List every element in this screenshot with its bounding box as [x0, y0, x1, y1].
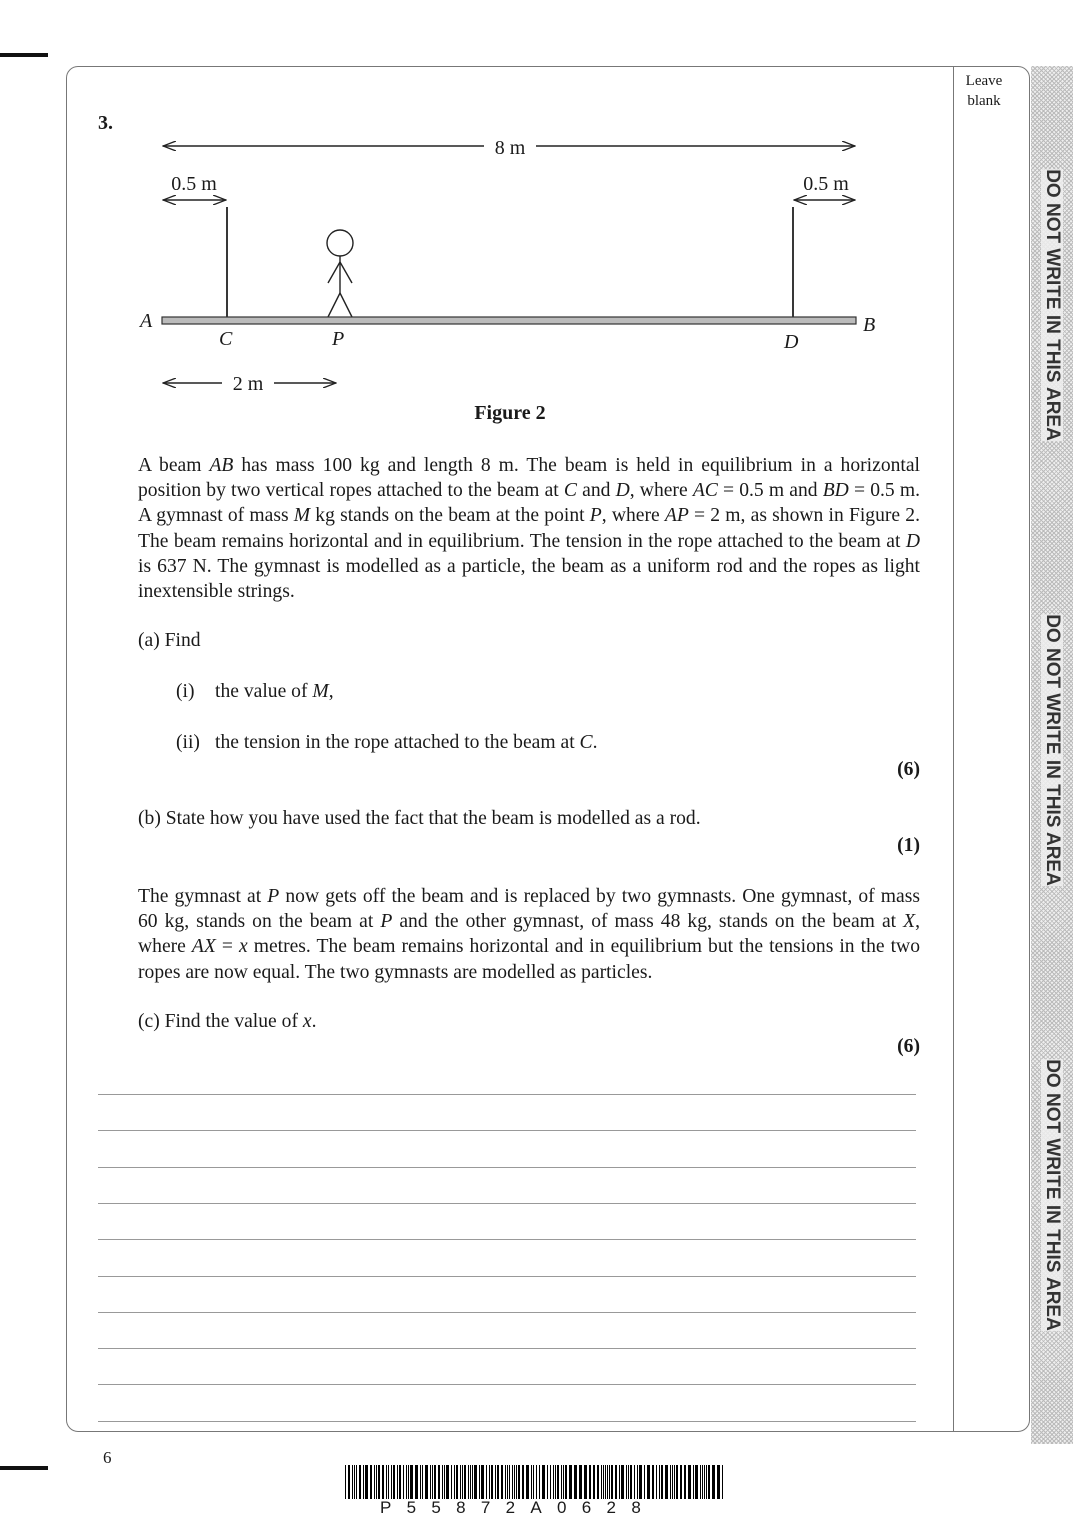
- answer-line[interactable]: [98, 1094, 916, 1095]
- barcode-bar: [451, 1465, 452, 1499]
- barcode-bar: [481, 1465, 484, 1499]
- barcode-bar: [563, 1465, 564, 1499]
- do-not-write-label: DO NOT WRITE IN THIS AREA: [1042, 1059, 1063, 1331]
- barcode-bar: [584, 1465, 587, 1499]
- barcode-bar: [670, 1465, 671, 1499]
- barcode-bar: [722, 1465, 723, 1499]
- barcode-bar: [393, 1465, 395, 1499]
- figure-2-diagram: [0, 0, 1000, 420]
- leave-blank-label: Leave blank: [965, 73, 1003, 109]
- barcode-bar: [408, 1465, 409, 1499]
- barcode-bar: [611, 1465, 613, 1499]
- barcode-bar: [674, 1465, 675, 1499]
- answer-line[interactable]: [98, 1239, 916, 1240]
- barcode-bar: [505, 1465, 506, 1499]
- barcode-bar: [456, 1465, 458, 1499]
- part-c-marks: (6): [897, 1036, 920, 1057]
- text-segment: now gets off the beam and is replaced by two gymnasts. One gymnast, of mass 60 kg, stands on the beam at: [138, 886, 920, 933]
- barcode-bar: [356, 1465, 357, 1499]
- part-a-ii-label: (ii): [176, 732, 200, 753]
- barcode-bar: [607, 1465, 608, 1499]
- math-variable: M: [312, 681, 329, 702]
- barcode-bar: [403, 1465, 404, 1499]
- barcode: [345, 1465, 735, 1499]
- math-variable: D: [905, 530, 920, 552]
- figure-caption: Figure 2: [474, 402, 546, 424]
- barcode-bar: [382, 1465, 384, 1499]
- barcode-bar: [491, 1465, 493, 1499]
- text-segment: The gymnast at: [138, 886, 268, 907]
- barcode-bar: [609, 1465, 610, 1499]
- barcode-bar: [717, 1465, 720, 1499]
- text-segment: .: [592, 732, 598, 753]
- text-segment: ,: [328, 681, 334, 702]
- barcode-bar: [665, 1465, 668, 1499]
- barcode-bar: [539, 1465, 540, 1499]
- barcode-bar: [615, 1465, 617, 1499]
- barcode-bar: [704, 1465, 705, 1499]
- barcode-bar: [712, 1465, 715, 1499]
- barcode-bar: [509, 1465, 510, 1499]
- barcode-bar: [438, 1465, 440, 1499]
- barcode-bar: [462, 1465, 463, 1499]
- math-variable: P: [589, 505, 602, 527]
- barcode-bar: [415, 1465, 418, 1499]
- text-segment: has mass 100 kg and length 8 m. The beam is held in equilibrium in a horizontal position by two vertical ropes attached to the beam at: [138, 455, 920, 502]
- text-segment: , where: [601, 505, 665, 527]
- barcode-bar: [630, 1465, 632, 1499]
- barcode-bar: [501, 1465, 503, 1499]
- barcode-bar: [680, 1465, 682, 1499]
- barcode-bar: [460, 1465, 461, 1499]
- math-variable: BD: [822, 480, 849, 502]
- text-segment: (c) Find the value of: [138, 1011, 303, 1032]
- barcode-bar: [359, 1465, 361, 1499]
- barcode-bar: [432, 1465, 433, 1499]
- label-0-5m-right: 0.5 m: [803, 173, 849, 195]
- barcode-bar: [557, 1465, 559, 1499]
- text-segment: .: [311, 1011, 317, 1032]
- barcode-bar: [522, 1465, 524, 1499]
- barcode-bar: [533, 1465, 534, 1499]
- question-number: 3.: [98, 112, 113, 134]
- barcode-bar: [516, 1465, 517, 1499]
- barcode-bar: [474, 1465, 477, 1499]
- barcode-bar: [378, 1465, 380, 1499]
- barcode-bar: [672, 1465, 673, 1499]
- barcode-bar: [518, 1465, 520, 1499]
- math-variable: X: [903, 911, 916, 933]
- barcode-bar: [702, 1465, 703, 1499]
- page-number: 6: [103, 1448, 112, 1467]
- do-not-write-label: DO NOT WRITE IN THIS AREA: [1042, 169, 1063, 441]
- barcode-bar: [434, 1465, 436, 1499]
- barcode-bar: [700, 1465, 701, 1499]
- barcode-bar: [603, 1465, 604, 1499]
- registration-mark-bottom: [0, 1466, 48, 1470]
- text-segment: the value of: [215, 681, 313, 702]
- barcode-bar: [370, 1465, 372, 1499]
- barcode-bar: [391, 1465, 392, 1499]
- math-variable: C: [563, 480, 577, 502]
- part-a-i-label: (i): [176, 681, 195, 702]
- part-c-stem: [138, 884, 920, 985]
- beam-ab: [162, 317, 856, 324]
- math-variable: P: [380, 911, 393, 933]
- math-variable: x: [238, 936, 248, 958]
- barcode-bar: [468, 1465, 469, 1499]
- gymnast-figure: [327, 230, 353, 317]
- answer-line[interactable]: [98, 1421, 916, 1422]
- text-segment: , where: [629, 480, 693, 502]
- answer-line[interactable]: [98, 1276, 916, 1277]
- barcode-bar: [348, 1465, 350, 1499]
- barcode-bar: [589, 1465, 591, 1499]
- barcode-bar: [399, 1465, 401, 1499]
- barcode-bar: [553, 1465, 554, 1499]
- math-variable: AB: [209, 455, 234, 476]
- text-segment: A beam: [138, 455, 210, 476]
- barcode-bar: [397, 1465, 398, 1499]
- barcode-bar: [442, 1465, 443, 1499]
- barcode-bar: [363, 1465, 364, 1499]
- barcode-bar: [472, 1465, 473, 1499]
- text-segment: = 2 m, as shown in Figure 2. The beam remains horizontal and in equilibrium. The tension in the rope attached to the beam at: [138, 505, 921, 552]
- barcode-text: P55872A0628: [380, 1498, 657, 1517]
- math-variable: C: [579, 732, 593, 753]
- barcode-bar: [464, 1465, 466, 1499]
- answer-line[interactable]: [98, 1384, 916, 1385]
- text-segment: = 0.5 m. A gymnast of mass: [138, 480, 920, 527]
- barcode-bar: [693, 1465, 694, 1499]
- barcode-bar: [644, 1465, 645, 1499]
- barcode-bar: [406, 1465, 407, 1499]
- barcode-bar: [386, 1465, 387, 1499]
- barcode-bar: [446, 1465, 449, 1499]
- label-c: C: [219, 328, 233, 350]
- barcode-bar: [628, 1465, 629, 1499]
- answer-line[interactable]: [98, 1130, 916, 1131]
- barcode-bar: [676, 1465, 678, 1499]
- barcode-bar: [388, 1465, 389, 1499]
- barcode-bar: [574, 1465, 577, 1499]
- text-segment: metres. The beam remains horizontal and in equilibrium but the tensions in the two ropes are now equal. The two gymnasts are modelled as particles.: [138, 936, 920, 983]
- barcode-bar: [420, 1465, 421, 1499]
- barcode-bar: [454, 1465, 455, 1499]
- barcode-bar: [512, 1465, 513, 1499]
- barcode-bar: [626, 1465, 627, 1499]
- math-variable: AX: [191, 936, 216, 958]
- barcode-bar: [365, 1465, 368, 1499]
- answer-line[interactable]: [98, 1312, 916, 1313]
- barcode-bar: [507, 1465, 508, 1499]
- barcode-bar: [656, 1465, 657, 1499]
- barcode-bar: [470, 1465, 471, 1499]
- barcode-bar: [706, 1465, 707, 1499]
- math-variable: D: [615, 480, 630, 502]
- barcode-bar: [495, 1465, 496, 1499]
- barcode-bar: [619, 1465, 620, 1499]
- barcode-bar: [684, 1465, 686, 1499]
- barcode-bar: [695, 1465, 698, 1499]
- do-not-write-label: DO NOT WRITE IN THIS AREA: [1042, 614, 1063, 886]
- barcode-bar: [605, 1465, 606, 1499]
- barcode-bar: [569, 1465, 572, 1499]
- barcode-bar: [593, 1465, 595, 1499]
- answer-line[interactable]: [98, 1203, 916, 1204]
- barcode-bar: [565, 1465, 567, 1499]
- barcode-bar: [652, 1465, 654, 1499]
- barcode-bar: [486, 1465, 487, 1499]
- barcode-bar: [547, 1465, 548, 1499]
- text-segment: the tension in the rope attached to the beam at: [215, 732, 580, 753]
- label-0-5m-left: 0.5 m: [171, 173, 217, 195]
- math-variable: AC: [692, 480, 718, 502]
- part-a-i-text: [215, 681, 334, 703]
- barcode-bar: [531, 1465, 532, 1499]
- barcode-bar: [542, 1465, 545, 1499]
- barcode-bar: [597, 1465, 599, 1499]
- barcode-bar: [514, 1465, 515, 1499]
- text-segment: is 637 N. The gymnast is modelled as a particle, the beam as a uniform rod and the ropes as light inextensible strings.: [138, 555, 920, 603]
- barcode-bar: [410, 1465, 413, 1499]
- label-b: B: [863, 314, 876, 336]
- label-d: D: [784, 331, 799, 353]
- barcode-bar: [561, 1465, 562, 1499]
- barcode-bar: [497, 1465, 499, 1499]
- barcode-bar: [555, 1465, 556, 1499]
- barcode-bar: [425, 1465, 428, 1499]
- barcode-bar: [352, 1465, 353, 1499]
- label-8m: 8 m: [494, 137, 526, 159]
- text-segment: and: [576, 480, 616, 502]
- label-2m: 2 m: [232, 373, 264, 395]
- text-segment: kg stands on the beam at the point: [310, 505, 590, 527]
- part-a-marks: (6): [897, 759, 920, 780]
- label-p: P: [332, 328, 345, 350]
- barcode-bar: [536, 1465, 537, 1499]
- barcode-bar: [637, 1465, 638, 1499]
- barcode-bar: [479, 1465, 480, 1499]
- text-segment: = 0.5 m and: [717, 480, 823, 502]
- part-b-text: (b) State how you have used the fact that the beam is modelled as a rod.: [138, 808, 701, 829]
- barcode-bar: [444, 1465, 445, 1499]
- barcode-bar: [708, 1465, 710, 1499]
- math-variable: x: [302, 1011, 312, 1032]
- barcode-bar: [422, 1465, 423, 1499]
- barcode-bar: [639, 1465, 642, 1499]
- barcode-bar: [376, 1465, 377, 1499]
- barcode-bar: [688, 1465, 691, 1499]
- math-variable: P: [267, 886, 280, 907]
- part-a-ii-text: [215, 732, 598, 754]
- barcode-bar: [647, 1465, 650, 1499]
- part-b-marks: (1): [897, 835, 920, 856]
- math-variable: AP: [664, 505, 689, 527]
- barcode-bar: [489, 1465, 490, 1499]
- barcode-bar: [661, 1465, 663, 1499]
- text-segment: =: [215, 936, 239, 958]
- barcode-bar: [550, 1465, 551, 1499]
- answer-line[interactable]: [98, 1167, 916, 1168]
- barcode-bar: [659, 1465, 660, 1499]
- question-stem: [138, 453, 920, 604]
- math-variable: M: [293, 505, 311, 527]
- barcode-bar: [621, 1465, 624, 1499]
- barcode-bar: [345, 1465, 346, 1499]
- barcode-bar: [430, 1465, 431, 1499]
- barcode-bar: [579, 1465, 582, 1499]
- part-a-label: (a) Find: [138, 630, 201, 651]
- text-segment: , where: [138, 911, 920, 958]
- barcode-bar: [354, 1465, 355, 1499]
- part-c-text: [138, 1011, 316, 1033]
- barcode-bar: [374, 1465, 375, 1499]
- label-a: A: [140, 310, 153, 332]
- barcode-bar: [634, 1465, 635, 1499]
- barcode-bar: [526, 1465, 529, 1499]
- answer-line[interactable]: [98, 1348, 916, 1349]
- text-segment: and the other gymnast, of mass 48 kg, stands on the beam at: [392, 911, 904, 933]
- barcode-bar: [601, 1465, 602, 1499]
